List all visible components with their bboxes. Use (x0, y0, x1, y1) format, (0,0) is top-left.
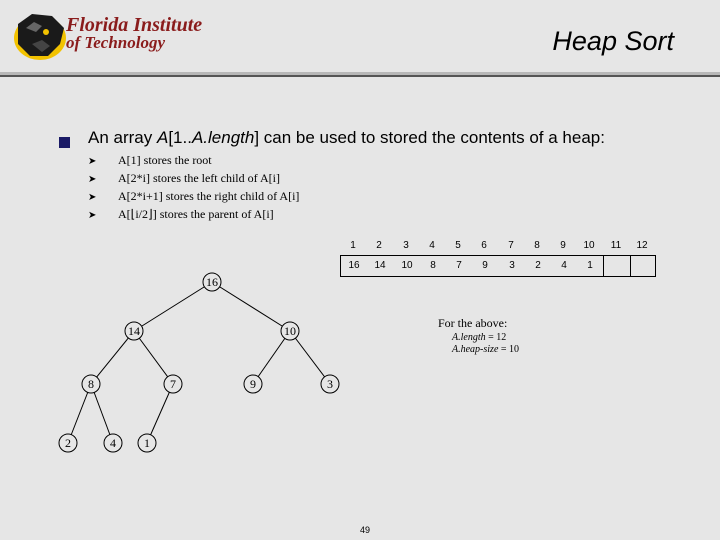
tree-node (203, 273, 221, 291)
array-cell: 4 (561, 260, 567, 271)
array-index: 12 (636, 240, 648, 251)
note-length-value: = 12 (485, 332, 507, 343)
array-index: 8 (534, 240, 540, 251)
tree-node (321, 375, 339, 393)
tree-node (244, 375, 262, 393)
svg-text:9: 9 (250, 377, 256, 391)
array-index: 10 (583, 240, 595, 251)
tree-edge (212, 282, 290, 331)
svg-text:8: 8 (88, 377, 94, 391)
main-text-prefix: An array (88, 128, 157, 147)
main-text-a: A (156, 128, 169, 147)
note-heapsize-value: = 10 (498, 344, 520, 355)
array-index: 11 (610, 240, 622, 251)
tree-node (82, 375, 100, 393)
array-index: 7 (508, 240, 514, 251)
array-index: 9 (560, 240, 566, 251)
array-index: 6 (481, 240, 487, 251)
tree-node (125, 322, 143, 340)
array-cell: 9 (482, 260, 488, 271)
main-text-suffix: ] can be used to stored the contents of a heap: (254, 128, 605, 147)
array-cell: 1 (577, 256, 604, 276)
svg-text:7: 7 (170, 377, 176, 391)
logo-text-line1: Florida Institute (66, 14, 203, 36)
array-cell: 3 (509, 260, 515, 271)
svg-text:4: 4 (110, 436, 116, 450)
logo-text-line2: of Technology (66, 33, 166, 52)
tree-node (104, 434, 122, 452)
svg-text:1: 1 (144, 436, 150, 450)
tree-edge (91, 331, 134, 384)
tree-edge (134, 282, 212, 331)
tree-edge (134, 331, 173, 384)
array-cell: 14 (374, 260, 386, 271)
arrow-bullet-icon: ➤ (88, 156, 97, 167)
tree-node (138, 434, 156, 452)
array-cell: 8 (430, 260, 436, 271)
array-cell: 7 (456, 260, 462, 271)
arrow-bullet-icon: ➤ (88, 192, 97, 203)
array-cell: 10 (401, 260, 413, 271)
array-cell: 2 (535, 260, 541, 271)
svg-text:14: 14 (128, 324, 140, 338)
note-heapsize-label: A.heap-size (452, 344, 499, 355)
tree-node (59, 434, 77, 452)
svg-text:3: 3 (327, 377, 333, 391)
tree-edge (147, 384, 173, 443)
page-number: 49 (360, 525, 371, 535)
array-index: 4 (429, 240, 435, 251)
main-text-alength: A.length (191, 128, 255, 147)
main-text-range: [1.. (168, 128, 192, 147)
array-index: 1 (350, 240, 356, 251)
sub-bullet-text: A[⌊i/2⌋] stores the parent of A[i] (118, 207, 274, 221)
svg-text:2: 2 (65, 436, 71, 450)
array-index: 5 (455, 240, 461, 251)
tree-edges (68, 282, 330, 443)
sub-bullet-text: A[2*i] stores the left child of A[i] (118, 171, 280, 185)
arrow-bullet-icon: ➤ (88, 174, 97, 185)
note-heading: For the above: (438, 316, 508, 330)
array-index: 3 (403, 240, 409, 251)
svg-text:16: 16 (206, 275, 218, 289)
array-index: 2 (376, 240, 382, 251)
tree-node (281, 322, 299, 340)
tree-edge (253, 331, 290, 384)
array-cell: 16 (348, 260, 360, 271)
tree-edge (290, 331, 330, 384)
sub-bullet-text: A[2*i+1] stores the right child of A[i] (118, 189, 300, 203)
svg-text:10: 10 (284, 324, 296, 338)
arrow-bullet-icon: ➤ (88, 210, 97, 221)
slide-title: Heap Sort (552, 26, 674, 56)
tree-node (164, 375, 182, 393)
note-length-label: A.length (452, 332, 486, 343)
sub-bullet-text: A[1] stores the root (118, 153, 212, 167)
